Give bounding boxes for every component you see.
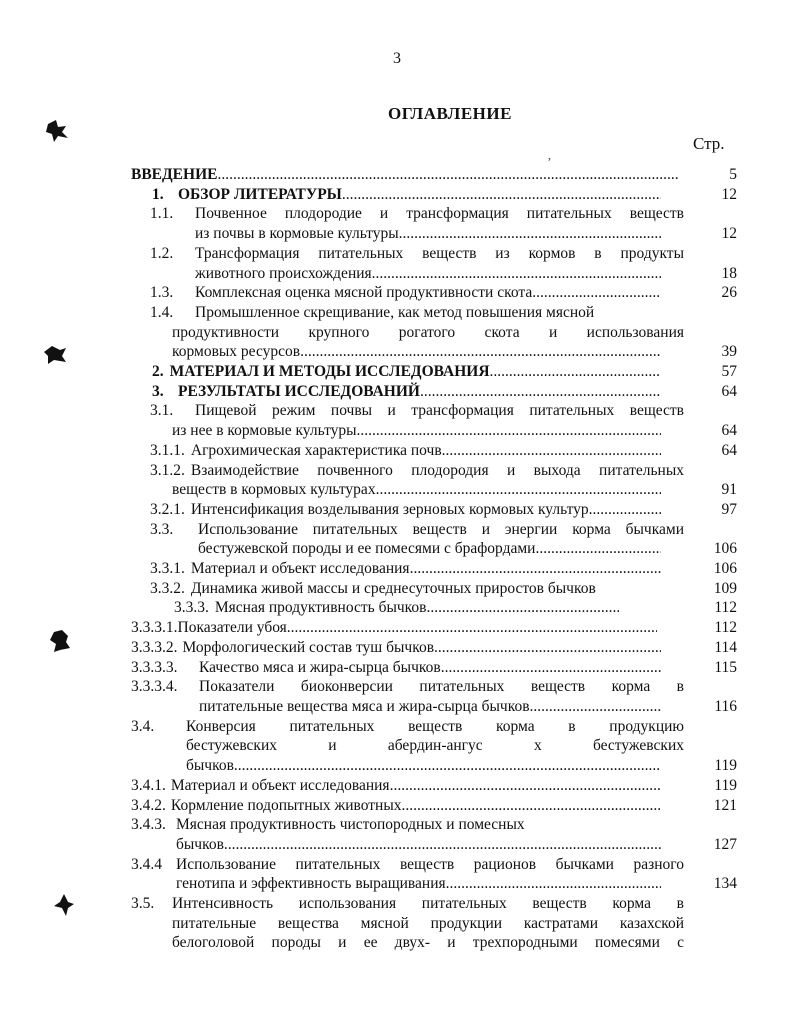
- dot-leader: [441, 658, 661, 678]
- toc-entry-title: Агрохимическая характеристика почв: [190, 441, 442, 459]
- toc-page-number: 5: [729, 166, 737, 183]
- dot-leader: [530, 697, 661, 717]
- toc-entry: [0, 204, 794, 243]
- toc-entry-number: 3.2.1.: [150, 500, 185, 518]
- toc-page-number: 119: [714, 757, 737, 775]
- toc-page-number: 91: [721, 481, 737, 499]
- toc-entry-number: 1.1.: [150, 205, 174, 223]
- toc-entry: [0, 461, 794, 500]
- toc-entry-number: 3.1.: [150, 402, 174, 420]
- toc-entry: [0, 520, 794, 559]
- toc-page-number: 97: [721, 500, 737, 518]
- toc-entry-title: Мясная продуктивность бычков: [214, 599, 427, 617]
- dot-leader: [217, 165, 679, 185]
- toc-page-number: 18: [721, 264, 737, 282]
- toc-page-number: 116: [714, 697, 737, 715]
- toc-page-number: 127: [713, 835, 737, 853]
- toc-entry-line: бестужевских и абердин-ангус х бестужевских: [186, 737, 684, 755]
- toc-page-number: 112: [714, 619, 737, 637]
- toc-entry: [0, 244, 794, 283]
- dot-leader: [410, 559, 661, 579]
- toc-entry-line: животного происхождения: [195, 264, 372, 282]
- toc-entry-line: Трансформация питательных веществ из кормов в продукты: [195, 244, 684, 262]
- toc-entry-number: 3.3.: [150, 520, 174, 538]
- toc-entry-number: 1.3.: [150, 284, 174, 302]
- toc-page-number: 134: [713, 875, 737, 893]
- toc-entry-line: Пищевой режим почвы и трансформация питательных веществ: [195, 402, 684, 420]
- dot-leader: [234, 756, 661, 776]
- toc-page-number: 114: [714, 638, 737, 656]
- toc-entry-line: из почвы в кормовые культуры: [195, 225, 399, 243]
- toc-entry-line: продуктивности крупного рогатого скота и использования: [172, 323, 684, 341]
- toc-page-number: 64: [721, 422, 737, 440]
- scan-blot-icon: [44, 118, 70, 144]
- toc-entry-number: 3.5.: [131, 895, 155, 913]
- dot-leader: [532, 283, 661, 303]
- toc-entry: [0, 165, 794, 185]
- toc-entry: [0, 855, 794, 894]
- dot-leader: [342, 185, 661, 205]
- toc-page-number: 57: [721, 363, 737, 381]
- toc-entry-title: Динамика живой массы и среднесуточных приростов бычков: [190, 579, 596, 597]
- dot-leader: [426, 598, 619, 618]
- toc-entry: [0, 185, 794, 205]
- toc-entry-number: 3.4.: [131, 717, 155, 735]
- toc-page-number: 12: [721, 225, 737, 243]
- dot-leader: [402, 796, 661, 816]
- toc-entry: [0, 401, 794, 440]
- toc-page-number: 64: [721, 382, 737, 400]
- toc-entry-line: Промышленное скрещивание, как метод повышения мясной: [195, 303, 595, 321]
- toc-entry-number: 3.4.1.: [131, 776, 166, 794]
- toc-entry-number: 3.3.3.1.: [131, 619, 178, 637]
- scan-mark: ,: [548, 148, 551, 162]
- toc-entry-line: Мясная продуктивность чистопородных и помесных: [176, 816, 525, 834]
- toc-entry-number: 3.4.3.: [131, 816, 166, 834]
- toc-entry-line: белоголовой породы и ее двух- и трехпородными помесями с: [172, 934, 684, 952]
- page-column-label: Стр.: [693, 134, 725, 153]
- toc-entry-line: Использование питательных веществ рационов бычками разного: [176, 855, 684, 873]
- toc-entry-line: бычков: [186, 757, 234, 775]
- toc-page-number: 119: [714, 776, 737, 794]
- toc-entry-line: веществ в кормовых культурах: [172, 481, 376, 499]
- toc-page-number: 26: [721, 284, 737, 302]
- dot-leader: [434, 638, 661, 658]
- toc-entry-number: 3.3.3.4.: [131, 678, 178, 696]
- dot-leader: [399, 224, 661, 244]
- toc-entry-number: 3.4.4: [131, 855, 162, 873]
- page-title: ОГЛАВЛЕНИЕ: [388, 104, 512, 123]
- toc-entry-line: Интенсивность использования питательных веществ корма в: [172, 895, 684, 913]
- toc-entry-title: МАТЕРИАЛ И МЕТОДЫ ИССЛЕДОВАНИЯ: [169, 363, 490, 381]
- toc-entry: [0, 717, 794, 776]
- dot-leader: [376, 480, 661, 500]
- toc-entry: [0, 303, 794, 362]
- toc-entry-title: ОБЗОР ЛИТЕРАТУРЫ: [178, 185, 342, 203]
- toc-entry: [0, 618, 794, 638]
- toc-entry-line: Почвенное плодородие и трансформация питательных веществ: [195, 205, 684, 223]
- toc-entry-number: 1.4.: [150, 303, 174, 321]
- toc-entry-number: 3.3.3.: [174, 599, 209, 617]
- toc-entry: [0, 283, 794, 303]
- toc-entry-line: Использование питательных веществ и энергии корма бычками: [198, 520, 684, 538]
- dot-leader: [287, 618, 657, 638]
- toc-entry-title: Качество мяса и жира-сырца бычков: [199, 658, 441, 676]
- toc-entry-title: Кормление подопытных животных: [170, 796, 402, 814]
- dot-leader: [390, 776, 661, 796]
- dot-leader: [535, 539, 661, 559]
- toc-page-number: 39: [721, 343, 737, 361]
- page-number: 3: [393, 50, 401, 67]
- dot-leader: [446, 874, 661, 894]
- toc-entry: [0, 815, 794, 854]
- toc-entry-number: 1.2.: [150, 244, 174, 262]
- toc-entry-number: 1.: [152, 185, 164, 203]
- dot-leader: [224, 835, 661, 855]
- toc-page-number: 121: [713, 796, 737, 814]
- toc-entry-line: кормовых ресурсов: [172, 343, 301, 361]
- toc-entry-title: ВВЕДЕНИЕ: [131, 166, 218, 183]
- dot-leader: [300, 342, 661, 362]
- toc-entry-number: 3.: [152, 382, 164, 400]
- toc-entry-title: Материал и объект исследования: [170, 776, 390, 794]
- toc-entry: [0, 598, 794, 618]
- dot-leader: [372, 264, 661, 284]
- dot-leader: [589, 500, 661, 520]
- toc-entry: [0, 638, 794, 658]
- toc-entry: [0, 382, 794, 402]
- table-of-contents: [0, 165, 794, 953]
- toc-entry-line: бестужевской породы и ее помесями с брафордами: [198, 540, 536, 558]
- toc-entry-line: из нее в кормовые культуры: [172, 422, 357, 440]
- toc-entry-number: 3.3.2.: [150, 579, 185, 597]
- dot-leader: [490, 362, 661, 382]
- toc-entry: [0, 658, 794, 678]
- toc-entry-line: питательные вещества мяса и жира-сырца бычков: [199, 697, 530, 715]
- toc-page-number: 112: [714, 599, 737, 617]
- toc-page-number: 106: [713, 540, 737, 558]
- dot-leader: [420, 382, 661, 402]
- toc-entry-line: Взаимодействие почвенного плодородия и выхода питательных: [190, 461, 684, 479]
- toc-entry-title: Интенсификация возделывания зерновых кормовых культур: [190, 500, 589, 518]
- dot-leader: [357, 421, 661, 441]
- toc-page-number: 106: [713, 560, 737, 578]
- toc-entry-number: 3.3.1.: [150, 560, 185, 578]
- toc-entry-line: генотипа и эффективность выращивания: [176, 875, 446, 893]
- toc-entry-number: 3.3.3.2.: [131, 638, 178, 656]
- toc-entry: [0, 677, 794, 716]
- toc-page-number: 109: [713, 579, 737, 597]
- toc-entry-title: Морфологический состав туш бычков: [182, 638, 435, 656]
- toc-entry-number: 3.3.3.3.: [131, 658, 178, 676]
- dot-leader: [442, 441, 661, 461]
- toc-entry-line: бычков: [176, 835, 224, 853]
- toc-entry: [0, 579, 794, 599]
- toc-entry: [0, 500, 794, 520]
- toc-entry-line: Конверсия питательных веществ корма в продукцию: [186, 717, 684, 735]
- toc-entry-title: Материал и объект исследования: [190, 560, 410, 578]
- toc-entry-title: Показатели убоя: [177, 619, 287, 637]
- toc-page-number: 12: [721, 185, 737, 203]
- toc-entry: [0, 362, 794, 382]
- toc-page-number: 64: [721, 441, 737, 459]
- toc-entry: [0, 776, 794, 796]
- toc-entry-number: 3.1.2.: [150, 461, 185, 479]
- toc-entry: [0, 894, 794, 953]
- toc-entry-line: питательные вещества мясной продукции кастратами казахской: [172, 914, 684, 932]
- toc-entry-title: РЕЗУЛЬТАТЫ ИССЛЕДОВАНИЙ: [178, 382, 420, 400]
- toc-entry-line: Показатели биоконверсии питательных веществ корма в: [199, 678, 684, 696]
- toc-entry: [0, 796, 794, 816]
- toc-entry-number: 2.: [152, 363, 164, 381]
- toc-entry-title: Комплексная оценка мясной продуктивности скота: [195, 284, 533, 302]
- toc-entry: [0, 441, 794, 461]
- toc-entry: [0, 559, 794, 579]
- toc-entry-number: 3.4.2.: [131, 796, 166, 814]
- toc-page-number: 115: [714, 658, 737, 676]
- toc-entry-number: 3.1.1.: [150, 441, 185, 459]
